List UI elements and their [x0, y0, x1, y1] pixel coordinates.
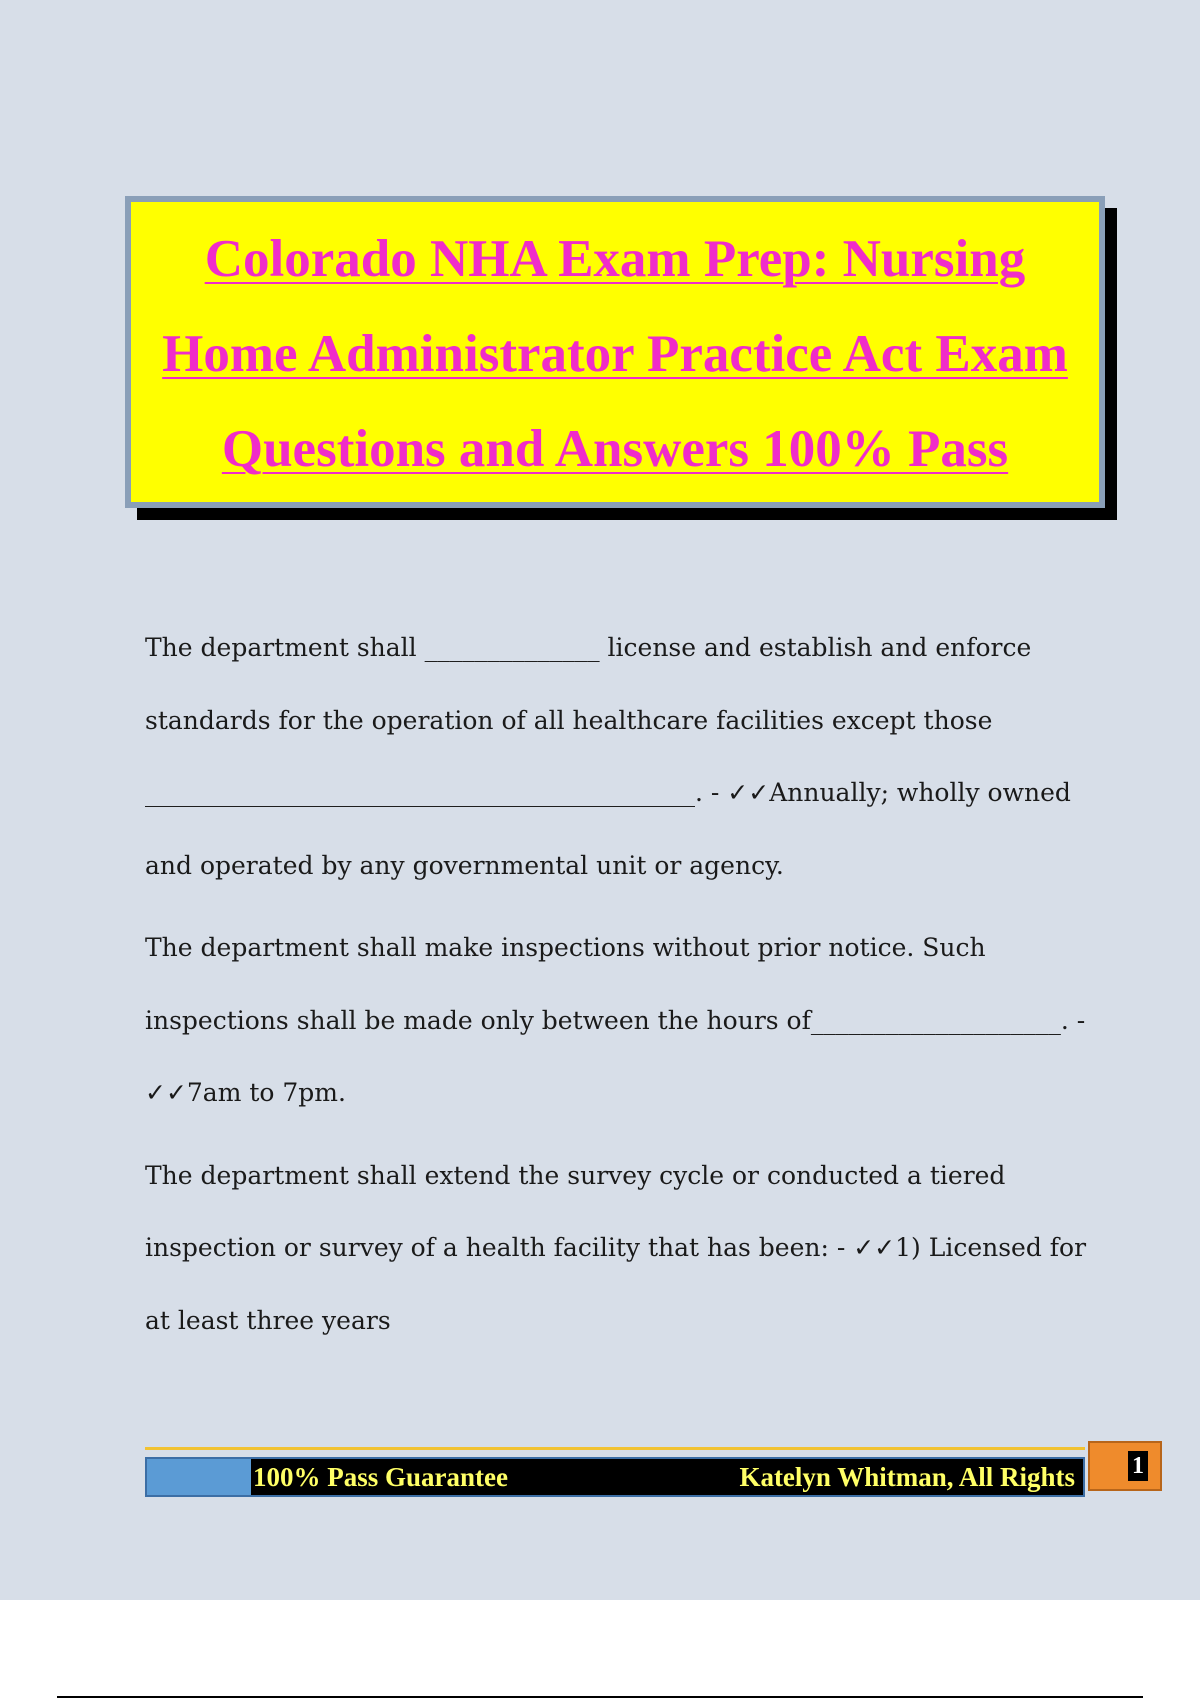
answer-text: - ✓✓Annually; wholly owned and operated by any governmental unit or agency.	[145, 778, 1071, 880]
page-number-badge	[1088, 1441, 1162, 1491]
page-number: 1	[1128, 1451, 1148, 1481]
footer-accent	[147, 1459, 251, 1495]
question-text: The department shall ______________ license and establish and enforce standards for the operation of all healthcare facilities except those ____________________________________________.	[145, 633, 1032, 807]
footer-rights-text: Katelyn Whitman, All Rights	[739, 1462, 1075, 1492]
page-footer	[145, 1447, 1085, 1499]
qa-list	[145, 612, 1095, 1367]
qa-item-3	[145, 1140, 1095, 1358]
answer-text: - ✓✓7am to 7pm.	[145, 1005, 1086, 1107]
question-text: The department shall make inspections without prior notice. Such inspections shall be made only between the hours of____________________.	[145, 933, 1069, 1035]
document-title: Colorado NHA Exam Prep: Nursing Home Administrator Practice Act Exam Questions and Answers 100% Pass	[162, 230, 1068, 478]
qa-item-2	[145, 912, 1095, 1130]
qa-item-1	[145, 612, 1095, 902]
title-box	[125, 196, 1105, 508]
footer-guarantee-text: 100% Pass Guarantee	[253, 1462, 508, 1492]
question-text: The department shall extend the survey cycle or conducted a tiered inspection or survey of a health facility that has been:	[145, 1160, 1006, 1262]
footer-divider	[145, 1447, 1085, 1450]
footer-bar	[145, 1457, 1085, 1497]
answer-text: - ✓✓1) Licensed for at least three years	[145, 1233, 1087, 1335]
page-bottom-rule	[57, 1696, 1143, 1698]
